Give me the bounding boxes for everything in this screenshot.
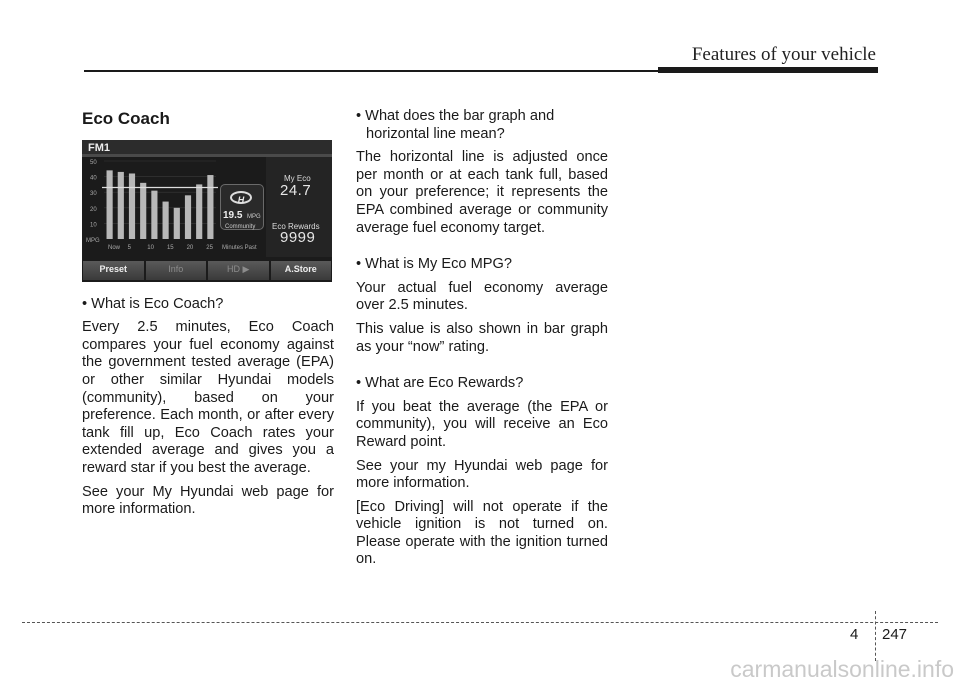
chart-x-tick-label: Now	[108, 244, 121, 251]
chart-bar	[174, 207, 180, 238]
left-column	[82, 108, 334, 525]
hd-button[interactable]: HD ▶	[208, 261, 269, 280]
eco-coach-screen	[82, 140, 332, 282]
footer-divider	[875, 611, 876, 661]
spacer	[356, 243, 608, 256]
chart-bar	[129, 173, 135, 239]
chart-y-tick-label: 30	[90, 190, 97, 197]
paragraph: The horizontal line is adjusted once per month or at each tank full, based on your preference; it represents the EPA combined average or community average fuel economy target.	[356, 149, 608, 236]
right-column	[356, 108, 608, 575]
chart-bar	[196, 184, 202, 239]
my-eco-value: 24.7	[280, 181, 312, 199]
paragraph: If you beat the average (the EPA or community), you will receive an Eco Reward point.	[356, 398, 608, 450]
header-title: Features of your vehicle	[691, 44, 876, 65]
screen-top-bar	[82, 140, 332, 154]
chart-y-axis-label: MPG	[86, 237, 100, 244]
chart-x-tick-label: 20	[186, 244, 194, 251]
chart-x-axis-label: Minutes Past	[222, 244, 257, 251]
chart-bar	[140, 182, 146, 238]
question-eco-rewards: • What are Eco Rewards?	[356, 375, 524, 392]
watermark: carmanualsonline.info	[730, 656, 954, 682]
chart-bar	[151, 190, 157, 238]
question-what-is-eco-coach: • What is Eco Coach?	[82, 295, 224, 312]
chart-y-tick-label: 20	[90, 206, 97, 213]
paragraph: See your my Hyundai web page for more information.	[356, 457, 608, 492]
chart-y-tick-label: 10	[90, 221, 97, 228]
my-eco-label: My Eco	[284, 173, 311, 183]
chart-x-tick-label: 5	[127, 244, 131, 251]
community-mpg-unit: MPG	[247, 213, 261, 220]
chart-bar	[107, 170, 113, 239]
chart-x-tick-label: 25	[206, 244, 213, 251]
hyundai-logo-letter: H	[237, 194, 245, 205]
community-label: Community	[225, 223, 256, 230]
screen-button-row	[82, 259, 332, 282]
community-mpg-value: 19.5	[223, 209, 243, 221]
paragraph: Every 2.5 minutes, Eco Coach compares your fuel economy against the government tested average (EPA) or other similar Hyundai models (community), based on your preference. Each month, or after every tank fill up, Eco Coach rates your extended average and gives you a reward star if you best the average.	[82, 319, 334, 476]
preset-button[interactable]: Preset	[83, 261, 144, 280]
chapter-number: 4	[850, 626, 859, 643]
paragraph: Your actual fuel economy average over 2.5 minutes.	[356, 279, 608, 314]
section-title: Eco Coach	[82, 109, 170, 128]
chart-y-tick-label: 50	[90, 159, 97, 166]
eco-rewards-label: Eco Rewards	[272, 221, 320, 231]
chart-y-tick-label: 40	[90, 175, 97, 182]
chart-bar	[118, 172, 124, 239]
a-store-button[interactable]: A.Store	[271, 261, 332, 280]
chart-x-tick-label: 15	[166, 244, 174, 251]
community-box	[220, 184, 264, 230]
page-number: 247	[882, 626, 908, 643]
chart-x-tick-label: 10	[147, 244, 154, 251]
spacer	[356, 362, 608, 375]
paragraph: See your My Hyundai web page for more information.	[82, 483, 334, 518]
fm-band-label: FM1	[88, 141, 110, 154]
chart-bar	[185, 195, 191, 239]
paragraph: This value is also shown in bar graph as your “now” rating.	[356, 320, 608, 355]
eco-rewards-value: 9999	[280, 228, 316, 246]
question-my-eco-mpg: • What is My Eco MPG?	[356, 256, 512, 273]
question-bar-graph: • What does the bar graph and horizontal line mean?	[356, 108, 555, 142]
chart-bar	[163, 201, 169, 238]
paragraph: [Eco Driving] will not operate if the vehicle ignition is not turned on. Please operate with the ignition turned on.	[356, 498, 608, 568]
header-rule-accent	[658, 67, 878, 73]
footer-rule	[22, 622, 938, 623]
chart-bar	[207, 175, 213, 239]
info-button[interactable]: Info	[146, 261, 207, 280]
